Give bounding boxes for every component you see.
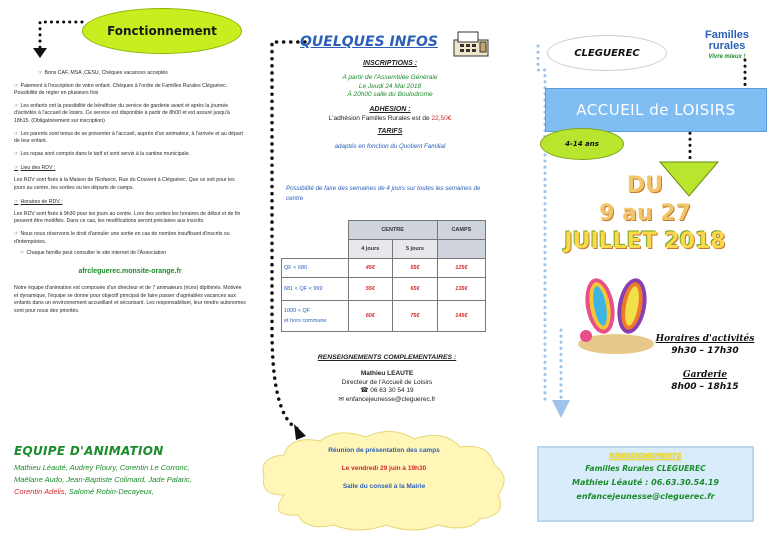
- horaires-value: 9h30 – 17h30: [671, 346, 739, 356]
- inscriptions-line-1: A partir de l'Assemblée Générale: [342, 74, 438, 81]
- cloud-line-1: Réunion de présentation des camps: [328, 447, 440, 454]
- rens-email[interactable]: enfancejeunesse@cleguerec.fr: [576, 492, 715, 501]
- fonctionnement-text: [14, 70, 246, 316]
- cloud-line-3: Salle du conseil à la Mairie: [342, 483, 426, 490]
- header-4-jours: 4 jours: [348, 240, 393, 259]
- rens-line-2: Mathieu Léauté : 06.63.30.54.19: [572, 478, 719, 487]
- cloud-text: [274, 447, 494, 491]
- price-cell: 55€: [393, 259, 438, 278]
- contact-phone: ☎ 06 63 30 54 19: [360, 387, 414, 394]
- header-centre: CENTRE: [348, 221, 437, 240]
- price-cell: 60€: [348, 301, 393, 332]
- inscriptions-line-3: À 20h00 salle du Boulodrome: [347, 91, 433, 98]
- contact-name: Mathieu LEAUTE: [360, 370, 414, 377]
- website-link[interactable]: afrcleguerec.monsite-orange.fr: [78, 267, 182, 275]
- banner-title: ACCUEIL de LOISIRS: [576, 101, 736, 119]
- table-row: [282, 259, 486, 278]
- adhesion-text: L'adhésion Familles Rurales est de: [328, 114, 432, 122]
- cloud-line-2: Le vendredi 29 juin à 19h30: [341, 465, 427, 472]
- rens-line-1: Familles Rurales CLEGUEREC: [585, 464, 706, 473]
- horaires-rdv-text: Les RDV sont fixés à 9h30 pour les jours au centre. Lors des sorties les horaires de début et de fin peuvent être modifiés. Dans ce cas, les modifications seront précisées aux inscrits.: [14, 210, 241, 225]
- equipe-names-line-2: Maëlane Audo, Jean-Baptiste Colimard, Jade Palaric,: [14, 475, 192, 484]
- contact-role: Directeur de l'Accueil de Loisirs: [341, 378, 433, 386]
- adhesion-heading: ADHESION :: [369, 105, 411, 113]
- site-intro-text: ☞ Chaque famille peut consulter le site internet de l'Association: [20, 250, 246, 258]
- price-cell: 145€: [437, 301, 485, 332]
- horaires-rdv-heading: ☞ Horaires de RDV :: [14, 199, 246, 207]
- tarifs-weeks-note: Possibilité de faire des semaines de 4 jours sur toutes les semaines de centre: [286, 185, 481, 202]
- qf-cell: 1000 < QF: [284, 308, 311, 314]
- price-cell: 125€: [437, 259, 485, 278]
- familles-rurales-logo: [694, 30, 760, 63]
- equipe-title: EQUIPE D'ANIMATION: [14, 444, 164, 458]
- qf-cell: QF < 680: [282, 259, 349, 278]
- garderie-text: ☞ Les enfants ont la possibilité de bénéficier du service de garderie avant et après la journée d'activités à l'accueil de loisirs. Ce service est disponible à partir de 8h00 et est assuré jusqu'à 18h15. (Obligatoirement sur inscription): [14, 103, 246, 126]
- horaires-block: [648, 334, 762, 392]
- price-cell: 45€: [348, 259, 393, 278]
- horaires-heading: Horaires d'activités: [655, 334, 755, 344]
- qf-cell: 681 < QF < 999: [282, 278, 349, 301]
- payment-methods-text: ☞ Bons CAF, MSA ,CESU, Chèques vacances acceptés: [38, 70, 246, 78]
- parents-text: ☞ Les parents sont tenus de se présenter à l'accueil, auprès d'un animateur, à l'arrivée et au départ de leur enfant.: [14, 131, 246, 146]
- rdv-text: Les RDV sont fixés à la Maison de l'Enfance, Rue du Couvent à Cléguérec. Que ce soit pour les jours au centre, les sorties ou les départs de camps.: [14, 176, 235, 191]
- equipe-section: [14, 444, 246, 498]
- repas-text: ☞ Les repas sont compris dans le tarif et sont servis à la cantine municipale.: [14, 151, 246, 159]
- logo-line-2: rurales: [708, 40, 746, 52]
- renseignements-complementaires: [282, 354, 492, 404]
- contact-email[interactable]: ✉ enfancejeunesse@cleguerec.fr: [338, 395, 436, 403]
- inscriptions-line-2: Le Jeudi 24 Mai 2018: [358, 82, 422, 90]
- equipe-names-line-3a: Corentin Adelis,: [14, 487, 67, 496]
- garderie-heading: Garderie: [682, 370, 728, 380]
- town-name: CLEGUEREC: [574, 47, 640, 59]
- ages-text: 4-14 ans: [565, 140, 599, 148]
- header-5-jours: 5 jours: [393, 240, 438, 259]
- equipe-names-line-1: Mathieu Léauté, Audrey Floury, Corentin Le Corronc,: [14, 463, 190, 472]
- garderie-value: 8h00 – 18h15: [671, 382, 739, 392]
- price-cell: 55€: [348, 278, 393, 301]
- payment-text: ☞ Paiement à l'inscription de votre enfant. Chèques à l'ordre de Familles Rurales Cléguérec. Possibilité de régler en plusieurs fois: [14, 83, 246, 98]
- rens-title: RENSEIGNEMENTS: [609, 452, 682, 460]
- inscriptions-heading: INSCRIPTIONS :: [362, 60, 418, 67]
- inscriptions-block: [290, 60, 490, 150]
- table-row: [282, 278, 486, 301]
- price-cell: 75€: [393, 301, 438, 332]
- dates-month: JUILLET 2018: [564, 229, 726, 254]
- price-cell: 135€: [437, 278, 485, 301]
- logo-line-1: Familles: [704, 29, 750, 41]
- flip-flops-icon: [576, 272, 656, 356]
- rens-comp-heading: RENSEIGNEMENTS COMPLEMENTAIRES :: [317, 354, 457, 361]
- tarifs-heading: TARIFS: [377, 127, 403, 135]
- ages-badge: [540, 128, 624, 160]
- accueil-banner: [545, 88, 767, 132]
- tarifs-table: [281, 220, 486, 332]
- section-title-fonctionnement: Fonctionnement: [82, 8, 242, 54]
- adhesion-price: 22,50€: [431, 114, 452, 122]
- header-camps: CAMPS: [437, 221, 485, 240]
- qf-cell-line-2: et hors commune: [284, 318, 327, 324]
- equipe-description: Notre équipe d'animation est composée d'un directeur et de 7 animateurs (rices) diplômés. Motivée et dynamique, l'équipe se donne pour objectif principal de faire passer d'agréables vacances aux enfants dans un environnement accueillant et sécurisant. Les responsabiliser, leur rendre autonomes sont pour nous des priorités.: [14, 285, 246, 315]
- cash-register-icon: [452, 28, 494, 60]
- price-cell: 65€: [393, 278, 438, 301]
- table-row: [282, 301, 486, 332]
- dates-block: [520, 172, 768, 256]
- dates-du: DU: [626, 173, 664, 198]
- dates-range: 9 au 27: [599, 201, 691, 226]
- rdv-heading: ☞ Lieu des RDV :: [14, 165, 246, 173]
- quelques-infos-title: QUELQUES INFOS: [300, 34, 439, 50]
- renseignements-box: [537, 446, 754, 522]
- annulation-text: ☞ Nous nous réservons le droit d'annuler une sortie en cas de nombre insuffisant d'inscrits ou d'intempéries.: [14, 231, 246, 246]
- town-oval: [548, 36, 666, 70]
- tarifs-note: adaptés en fonction du Quotient Familial: [334, 142, 446, 150]
- equipe-names-line-3b: Salomé Robin-Decayeux,: [66, 487, 154, 496]
- logo-line-3: Vivre mieux !: [708, 54, 746, 60]
